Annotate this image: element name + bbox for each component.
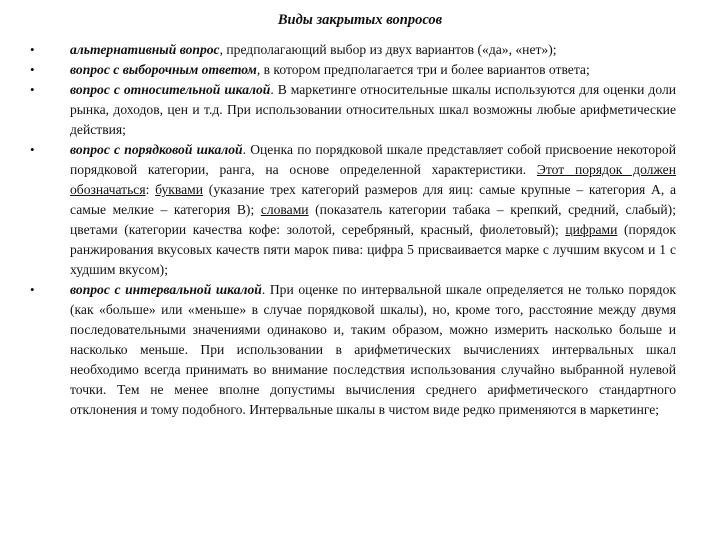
page-title: Виды закрытых вопросов (277, 12, 443, 28)
list-item-ordinal-scale (28, 140, 676, 280)
item-text: . При оценке по интервальной шкале определяется не только порядок (как «больше» или «меньше» в случае порядковой шкалы), но, кроме того, расстояние между двумя последовательными значениями одинаково и, таким образом, можно измерить насколько больше и насколько меньше. При использовании в арифметических вычислениях интервальных шкал необходимо всегда принимать во внимание последствия использования случайно выбранной нулевой точки. Тем не менее вполне допустимы вычисления среднего арифметического стандартного отклонения и тому подобного. Интервальные шкалы в чистом виде редко применяются в маркетинге; (70, 282, 676, 417)
item-text: , в котором предполагается три и более вариантов ответа; (256, 62, 590, 77)
term-ordinal-scale: вопрос с порядковой шкалой (70, 142, 243, 157)
underlined-numbers: цифрами (565, 222, 618, 237)
item-text: (указание трех категорий размеров для яиц: самые крупные – категория А, а самые мелкие – категория В); (70, 182, 676, 217)
list-item-interval-scale (28, 280, 676, 420)
item-text: (порядок ранжирования вкусовых качеств пяти марок пива: цифра 5 присваивается марке с лучшим вкусом и 1 с худшим вкусом); (70, 222, 676, 277)
underlined-words: словами (260, 202, 309, 217)
underlined-phrase: Этот порядок должен обозначаться (70, 162, 676, 197)
item-text: : (145, 182, 156, 197)
term-interval-scale: вопрос с интервальной шкалой (70, 282, 262, 297)
item-text: , предполагающий выбор из двух вариантов («да», «нет»); (219, 42, 557, 57)
underlined-letters: буквами (155, 182, 204, 197)
term-alternative: альтернативный вопрос (70, 42, 220, 57)
item-text: (показатель категории табака – крепкий, средний, слабый); цветами (категории качества кофе: золотой, серебряный, красный, фиолетовый); (70, 202, 676, 237)
list-item-relative-scale (28, 80, 676, 140)
term-selective: вопрос с выборочным ответом (70, 62, 257, 77)
term-relative-scale: вопрос с относительной шкалой (70, 82, 271, 97)
item-text: . В маркетинге относительные шкалы используются для оценки доли рынка, доходов, цен и т.д. При использовании относительных шкал возможны любые арифметические действия; (70, 82, 677, 137)
list-item-alternative (28, 40, 676, 60)
list-item-selective (28, 60, 676, 80)
question-types-list (28, 40, 676, 420)
item-text: . Оценка по порядковой шкале представляет собой присвоение некоторой порядковой категории, ранга, на основе определенной характеристики. (70, 142, 676, 177)
